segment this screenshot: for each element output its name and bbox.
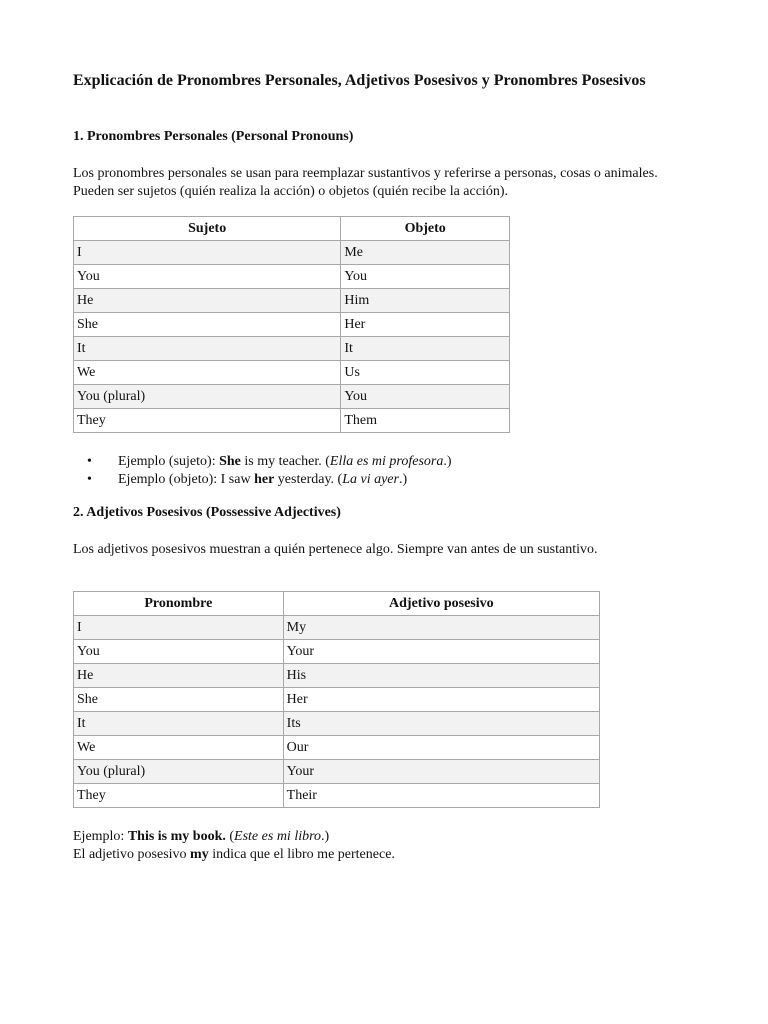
table-row: [74, 616, 600, 640]
table-cell: Your: [283, 640, 599, 664]
table-cell: We: [74, 736, 284, 760]
example-text: .): [443, 454, 452, 469]
table-cell: I: [74, 616, 284, 640]
table-cell: You (plural): [74, 760, 284, 784]
example-text: (: [225, 829, 235, 844]
table-cell: Their: [283, 784, 599, 808]
note-bold: my: [190, 847, 209, 862]
section2-note: [73, 846, 693, 864]
table-row: [74, 265, 510, 289]
table-row: [74, 736, 600, 760]
table-cell: Us: [341, 361, 510, 385]
table-cell: You: [341, 385, 510, 409]
table-row: [74, 289, 510, 313]
table-row: [74, 241, 510, 265]
table-cell: My: [283, 616, 599, 640]
table-header-row: [74, 592, 600, 616]
example-bold: her: [254, 472, 275, 487]
table-cell: It: [74, 712, 284, 736]
note-text: indica que el libro me pertenece.: [208, 847, 395, 862]
example-text: Ejemplo:: [73, 829, 128, 844]
column-header-objeto: Objeto: [341, 217, 510, 241]
table-cell: It: [341, 337, 510, 361]
table-cell: Our: [283, 736, 599, 760]
table-cell: I: [74, 241, 341, 265]
table-cell: We: [74, 361, 341, 385]
table-cell: His: [283, 664, 599, 688]
table-row: [74, 361, 510, 385]
table-row: [74, 712, 600, 736]
table-row: [74, 337, 510, 361]
example-text: .): [321, 829, 330, 844]
table-cell: You: [341, 265, 510, 289]
example-translation: La vi ayer: [342, 472, 399, 487]
page-title: Explicación de Pronombres Personales, Adjetivos Posesivos y Pronombres Posesivos: [73, 72, 646, 89]
bullet-icon: •: [87, 472, 92, 487]
table-cell: She: [74, 688, 284, 712]
column-header-sujeto: Sujeto: [74, 217, 341, 241]
table-row: [74, 385, 510, 409]
note-text: El adjetivo posesivo: [73, 847, 191, 862]
table-header-row: [74, 217, 510, 241]
table-cell: Her: [283, 688, 599, 712]
table-cell: Its: [283, 712, 599, 736]
table-cell: She: [74, 313, 341, 337]
table-cell: They: [74, 409, 341, 433]
table-row: [74, 664, 600, 688]
examples-list: [73, 453, 673, 489]
table-cell: Her: [341, 313, 510, 337]
table-cell: Me: [341, 241, 510, 265]
example-bold: This is my book.: [127, 829, 226, 844]
section2-example: [73, 828, 693, 846]
example-text: Ejemplo (sujeto):: [118, 454, 220, 469]
possessive-adjectives-table: [73, 591, 600, 808]
section1-heading: 1. Pronombres Personales (Personal Pronouns): [73, 129, 354, 144]
table-cell: You: [74, 265, 341, 289]
bullet-icon: •: [87, 454, 92, 469]
table-cell: They: [74, 784, 284, 808]
table-row: [74, 760, 600, 784]
section1-intro: Los pronombres personales se usan para reemplazar sustantivos y referirse a personas, cosas o animales. Pueden ser sujetos (quién realiza la acción) o objetos (quién recibe la acción).: [73, 166, 658, 199]
section2-intro: Los adjetivos posesivos muestran a quién pertenece algo. Siempre van antes de un sustantivo.: [73, 542, 598, 557]
table-row: [74, 409, 510, 433]
example-text: is my teacher. (: [240, 454, 330, 469]
table-cell: You: [74, 640, 284, 664]
table-cell: Them: [341, 409, 510, 433]
example-text: .): [398, 472, 408, 487]
table-cell: He: [74, 289, 341, 313]
table-cell: It: [74, 337, 341, 361]
personal-pronouns-table: [73, 216, 510, 433]
list-item: [73, 453, 673, 471]
example-bold: She: [219, 454, 241, 469]
table-row: [74, 688, 600, 712]
example-text: yesterday. (: [274, 472, 343, 487]
column-header-pronombre: Pronombre: [74, 592, 284, 616]
table-cell: Him: [341, 289, 510, 313]
table-cell: Your: [283, 760, 599, 784]
table-cell: You (plural): [74, 385, 341, 409]
table-cell: He: [74, 664, 284, 688]
table-row: [74, 313, 510, 337]
example-translation: Ella es mi profesora: [329, 454, 444, 469]
table-row: [74, 640, 600, 664]
table-row: [74, 784, 600, 808]
section2-heading: 2. Adjetivos Posesivos (Possessive Adjectives): [73, 505, 341, 520]
example-text: Ejemplo (objeto): I saw: [118, 472, 255, 487]
column-header-adjetivo: Adjetivo posesivo: [283, 592, 599, 616]
example-translation: Este es mi libro: [234, 829, 322, 844]
list-item: [73, 471, 673, 489]
